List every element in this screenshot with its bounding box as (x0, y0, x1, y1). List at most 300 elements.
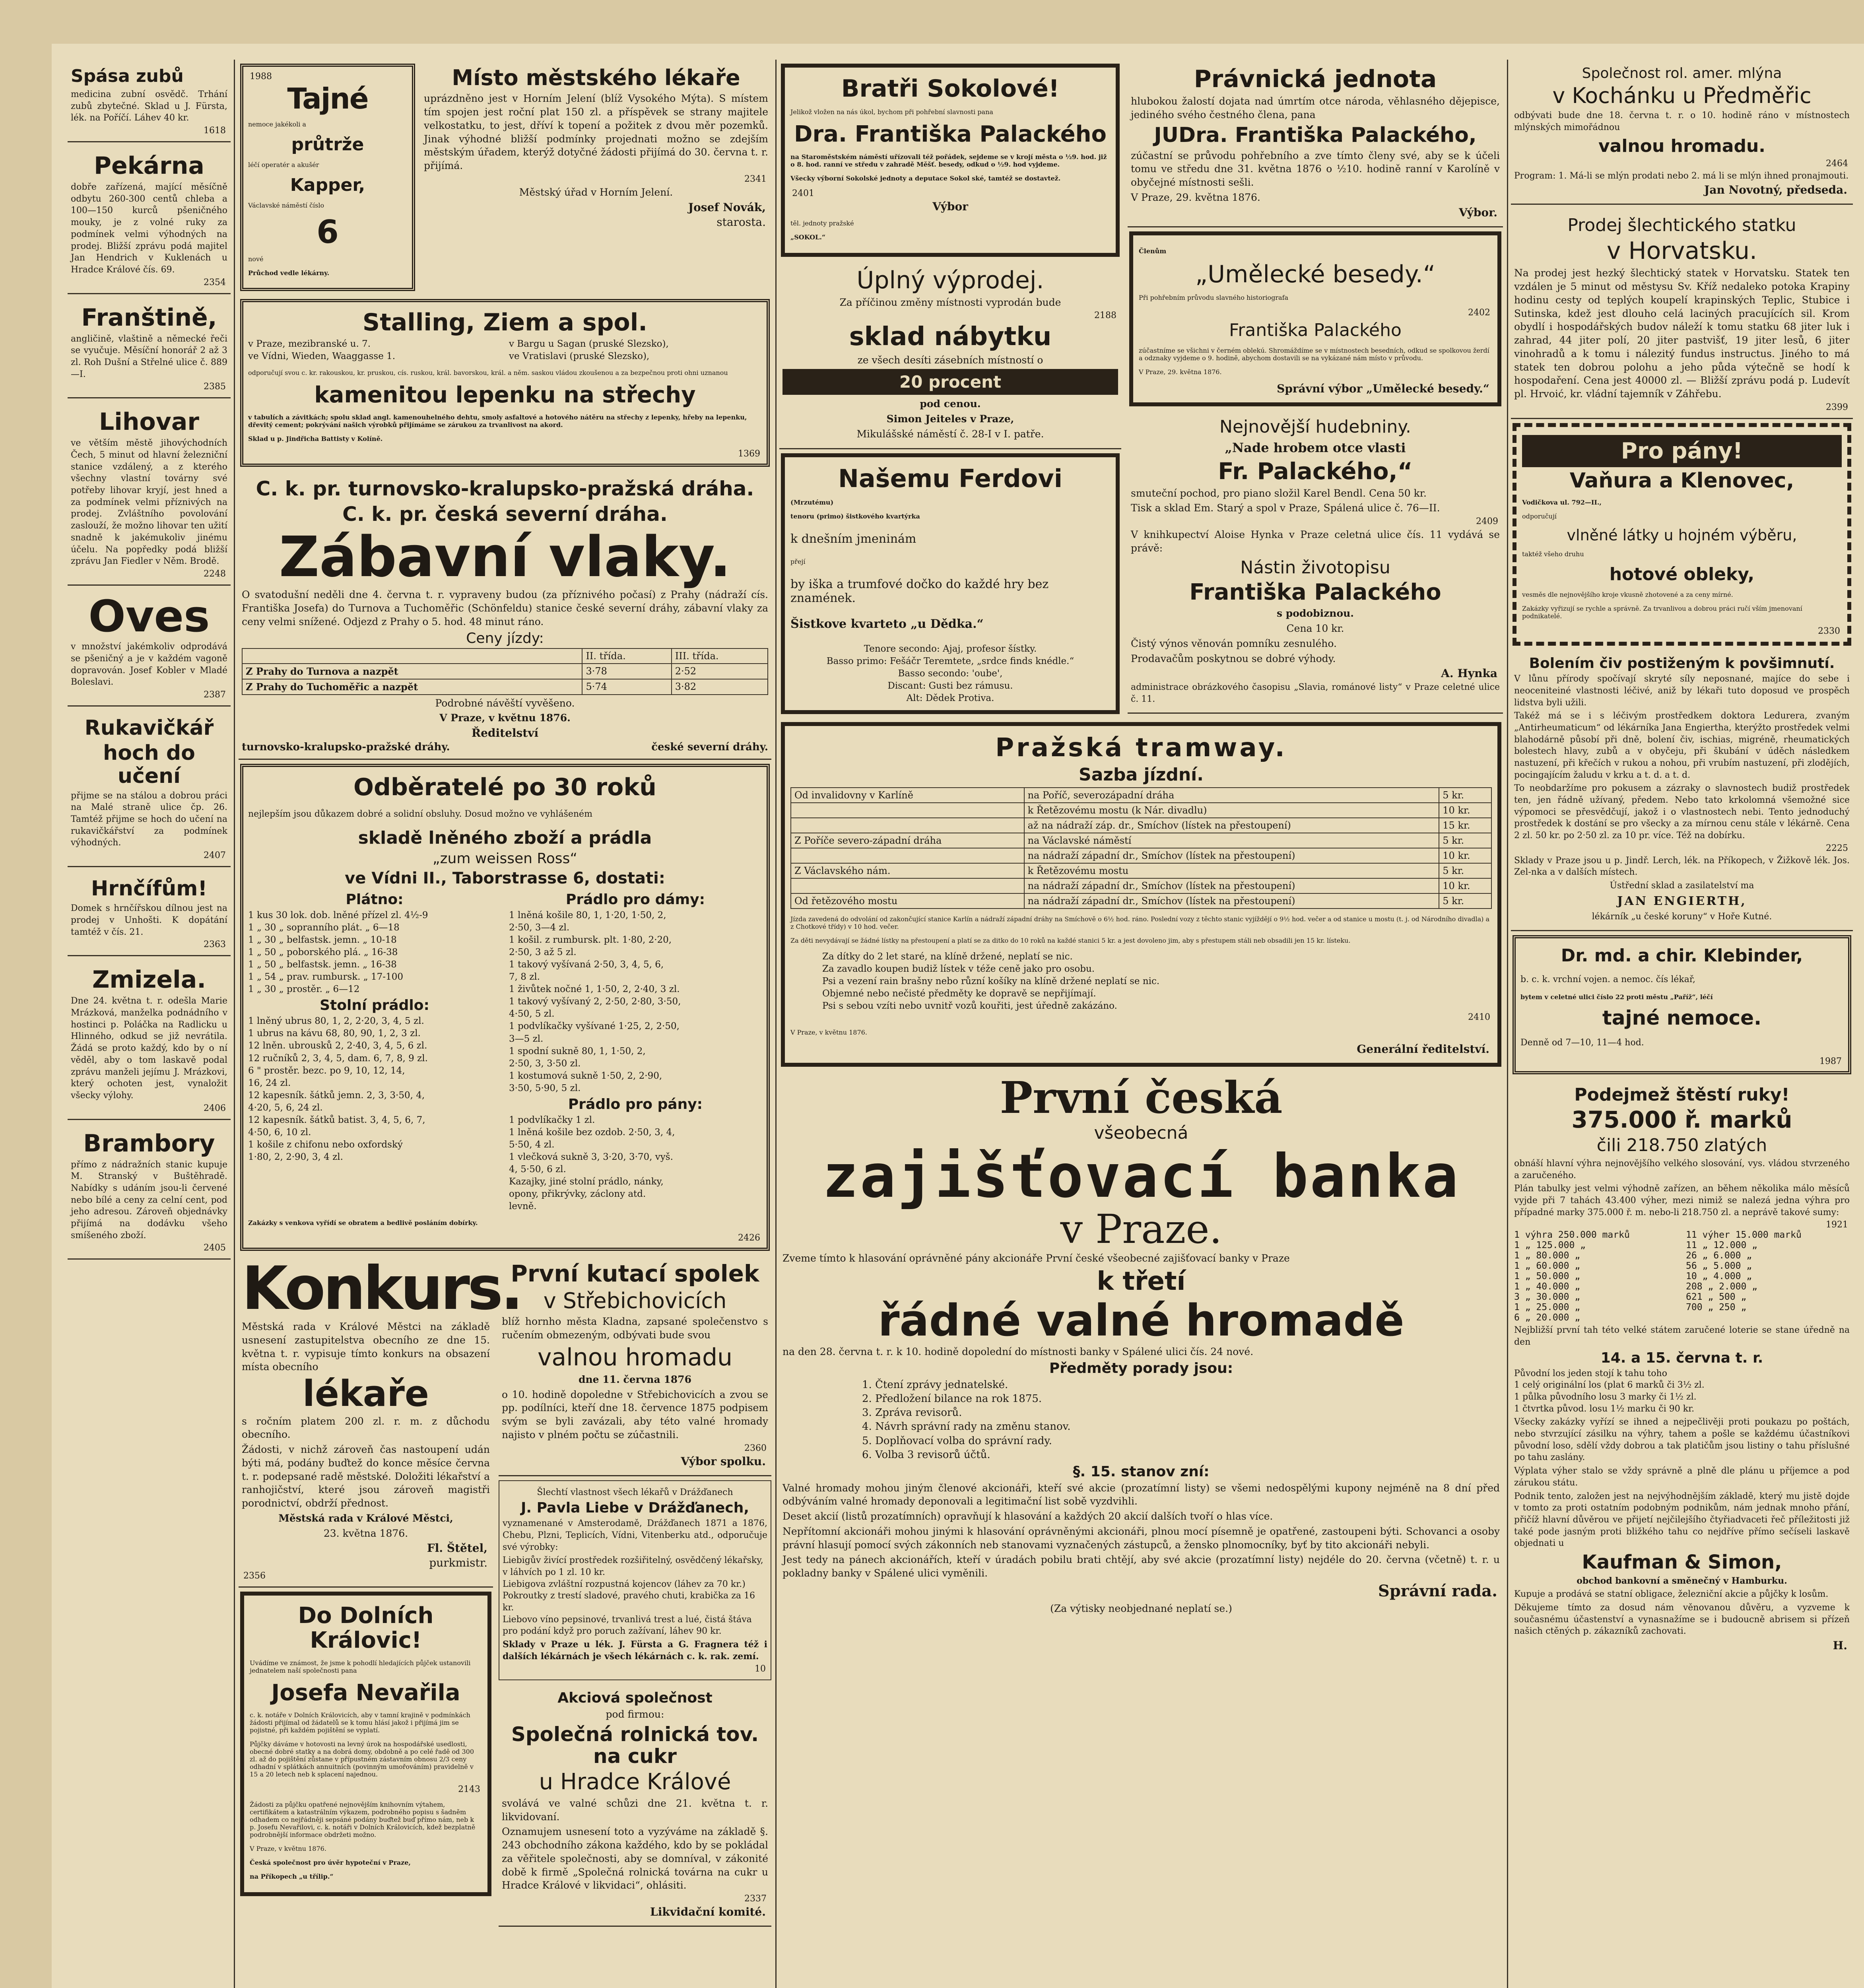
price-list-heading: Plátno: (346, 891, 404, 908)
ad-subtitle: hoch do učení (103, 741, 195, 788)
ad-text: nemoce jakékoli a (248, 120, 306, 128)
ad-discount: 20 procent (782, 369, 1118, 395)
price-list-heading: Prádlo pro dámy: (565, 891, 705, 908)
ad-headline: řádné valné hromadě (878, 1295, 1404, 1346)
table-cell: k Řetězovému mostu (1024, 863, 1439, 878)
ad-text: Děkujeme tímto za dosud nám věnovanou důvěru, a vyzveme k současnému účastenství a vynasnažíme se i budoucně abrisem si přízeň našich ctěných p. zákazníků zachovati. (1514, 1603, 1850, 1637)
ad-text: Zveme tímto k hlasování oprávněné pány akcionáře První české všeobecné zajišťovací banky v Praze (782, 1252, 1290, 1264)
ad-name: Františka Palackého (1229, 320, 1402, 340)
ad-text: Nepřítomní akcionáři mohou jinými k hlasování oprávněnými akcionáři, plnou mocí písemně je opatřené, zastoupeni býti. Schovanci a osoby právní hlasují pomocí svých zákonních neb stanovami vyznačených zástupců, a žensko plnomocníky, byť by tito akcionáři nebyli. (782, 1525, 1500, 1551)
ad-footer: Průchod vedle lékárny. (248, 269, 330, 277)
ad-cukr (499, 1684, 771, 1927)
ad-title: Úplný výprodej. (856, 266, 1044, 294)
ad-title: Místo městského lékaře (452, 65, 740, 90)
ad-odberatele (240, 764, 770, 1251)
ad-rules: Za dítky do 2 let staré, na klíně držené, neplatí se nic. Za zavadlo koupen budiž lístek v téže ceně jako pro osobu. Psi a vezení rain brašny nebo různí košíky na klíně držené neplatí se nic. Objemné nebo nečisté předměty ke dopravě se nepřijímají. Psi s sebou vzíti nebo uvnitř vozů kouřiti, jest úředně zakázáno. (822, 951, 1160, 1011)
ad-signature: A. Hynka (1441, 667, 1497, 680)
ad-title: Nejnovější hudebniny. (1219, 416, 1411, 437)
ad-text: Dne 24. května t. r. odešla Marie Mrázková, manželka podnádního v hostinci p. Poláčka na Radlicku u Hlinného, odkud se již nevrátila. Žádá se proto každý, kdo by o ní věděl, aby o tom laskavě podal zprávu manželi jejímu J. Mrázkovi, který ochoten jest, vynaložit všecky výlohy. (71, 996, 227, 1101)
ad-text: Domek s hrnčířskou dílnou jest na prodej v Unhošti. K dopátání tamtéž v čís. 21. (71, 903, 227, 937)
ad-text: Všecky zakázky vyřízí se ihned a nejpečlivěji proti poukazu po poštách, nebo stvrzující zásilku na výhry, tahem a pošle se každému účastníkovi původní loso, sdělí vždy dobrou a tak platičům jsou listiny o tahu příslušné po tahu zaslány. (1514, 1417, 1850, 1463)
table-row (791, 848, 1491, 863)
table-row (791, 788, 1491, 803)
table-cell: 5·74 (582, 679, 671, 695)
ad-text: ze všech desíti zásebních místností o (857, 354, 1043, 366)
ad-number: 2387 (204, 690, 226, 700)
ad-zmizela (68, 960, 231, 1120)
ad-stesti (1511, 1078, 1853, 1659)
table-cell: 3·82 (672, 679, 768, 695)
ad-text: léčí operatér a akušér (248, 161, 319, 169)
ad-text: s podobiznou. (1277, 608, 1354, 619)
ad-headline: 375.000 ř. marků (1571, 1106, 1792, 1134)
ad-text: pod firmou: (606, 1708, 664, 1720)
ad-text: Jest tedy na pánech akcionářích, kteří v úradách pobilu brati chtějí, aby své akcie (prozatímní listy) nejdéle do 20. června (včetně) t. r. u pokladny banky v Spálené ulici vyměnili. (782, 1554, 1500, 1579)
ad-number: 2188 (1094, 311, 1116, 321)
ad-mlyn (1511, 60, 1853, 205)
ad-title: Franštině, (81, 303, 217, 332)
ad-title: Bolením čiv postiženým k povšimnutí. (1529, 655, 1835, 672)
ad-text: přímo z nádražních stanic kupuje M. Stranský v Buštěhradě. Nabídky s udáním jsou-li červené nebo bílé a ceny za celní cent, pod jeho adresou. Zároveň objednávky přijímá na dodávku všeho smíšeného zboží. (71, 1159, 227, 1241)
ad-text: by iška a trumfové dočko do každé hry bez znamének. (790, 577, 1049, 605)
table-cell: 3·78 (582, 664, 671, 679)
ad-text: o 10. hodině dopoledne v Střebichovicích a zvou se pp. podílníci, kteří dne 18. července 1875 podpisem svým se byli zavázali, aby této valné hromady najisto v plném počtu se zúčastnili. (502, 1388, 768, 1441)
ad-title: Společná rolnická tov. na cukr (511, 1723, 759, 1768)
ad-name: J. Pavla Liebe v Drážďanech, (521, 1500, 749, 1516)
ad-number: 2360 (744, 1443, 767, 1453)
ad-kutaci (499, 1255, 771, 1476)
ad-address-right: v Bargu u Sagan (pruské Slezsko), ve Vratislavi (pruské Slezsko), (509, 338, 669, 361)
ad-text: vesměs dle nejnovějšího kroje vkusně zhotovené a za ceny mírné. (1522, 591, 1733, 599)
ad-signature: „SOKOL.“ (790, 233, 826, 241)
ad-text: Nejbližší první tah této velké státem zaručené loterie se stane úředně na den (1514, 1325, 1850, 1347)
ad-text: Na prodej jest hezký šlechtický statek v Horvatsku. Statek ten vzdálen je 5 minut od městysu Sv. Kříž nedaleko potoka Krapiny hodinu cesty od teplých koupelí krapinských Teplic, Stubice i Sutinska, kdež jest dlouho celá laciných pracujících sil. Krom obydlí i hospodářských budov náleží k tomu statku 68 jiter luk i zahrad, 44 jiter polí, 20 jiter pastvišť, 19 jiter lesů, 6 jiter vinohradů a k tomu i nálezitý fundus instructus. Jiného to má statek ten dobrou polohu a jeho půda výtečně se hodí k hospodaření. Cena jest 40000 zl. — Bližší zprávu podá p. Ludevít pl. Hrvoić, kr. vládní tajemník v Záhřebu. (1514, 267, 1850, 400)
ad-title: Do Dolních Královic! (298, 1603, 434, 1653)
table-cell (791, 878, 1024, 893)
ad-text: odporučují svou c. kr. rakouskou, kr. pruskou, cís. ruskou, král. bavorskou, král. a něm. saskou vládou zkoušenou a za bezpečnou proti ohni uznanou (248, 369, 728, 377)
ad-signature: těl. jednoty pražské (790, 219, 854, 227)
ad-text: Denně od 7—10, 11—4 hod. (1520, 1038, 1644, 1048)
row-top-col3 (779, 60, 1503, 718)
ad-number: 2402 (1468, 307, 1490, 318)
ad-signature: Městská rada v Králové Městci, (278, 1512, 453, 1524)
table-cell: na Václavské náměstí (1024, 833, 1439, 848)
ad-address-left: v Praze, mezibranské u. 7. ve Vídni, Wieden, Waaggasse 1. (248, 338, 396, 361)
ad-besedy (1129, 231, 1501, 406)
ad-note: (Za výtisky neobjednané neplatí se.) (1050, 1602, 1232, 1614)
ad-list: Liebigův živící prostředek rozšiřitelný, osvědčený lékařsky, v láhvích po 1 zl. 10 kr. Liebigova zvláštní rozpustná kojencov (láhev za 70 kr.) Pokroutky z trestí sladové, pravého chuti, krabička za 16 kr. Liebovo víno pepsinové, trvanlivá trest a lué, čistá štáva pro podání když pro poruch zažívaní, láhev 90 kr. (503, 1555, 763, 1637)
ad-text: Program: 1. Má-li se mlýn prodati nebo 2. má li se mlýn ihned pronajmouti. (1514, 171, 1849, 181)
ad-number: 2337 (744, 1894, 767, 1904)
ad-signature: Likvidační komité. (650, 1905, 766, 1919)
ad-title: Rukavičkář (84, 716, 214, 740)
ad-number: 2401 (792, 188, 814, 198)
ad-text: Za děti nevydávají se žádné lístky na přestoupení a platí se za ditko do 10 roků na každé stanici 5 kr. a jest dovoleno jim, aby s přestupem stáli neb obsadili jen 15 kr. lísteku. (790, 936, 1351, 944)
ad-number: 2225 (1826, 843, 1848, 853)
table-cell: na nádraží západní dr., Smíchov (lístek na přestoupení) (1024, 848, 1439, 863)
ad-signature-right: české severní dráhy. (651, 741, 768, 753)
ad-top: Akciová společnost (557, 1690, 713, 1706)
ad-pro-pany (1513, 423, 1851, 646)
ad-text: nové (248, 255, 264, 263)
ad-vyprodej (779, 261, 1121, 449)
ad-text: v tabulích a závitkách; spolu sklad angl. kamenouhelného dehtu, smoly asfaltové a hotového nátěru na střechy z lepenky, hřeby na lepenku, dřevitý cement; pokrývání našich výrobků přijímáme se zárukou za trvanlivost na akord. (248, 414, 747, 429)
column-rule (1507, 60, 1508, 1988)
ad-text: k dnešním jmeninám (790, 532, 916, 546)
table-cell (791, 803, 1024, 818)
ad-title: Hrnčífům! (91, 877, 208, 901)
ad-number: 10 (755, 1664, 766, 1674)
ad-title: Pekárna (94, 152, 204, 180)
table-cell: 5 kr. (1439, 788, 1491, 803)
ad-text: nejlepším jsou důkazem dobré a solidní obsluhy. Dosud možno ve vyhlášeném (248, 809, 592, 819)
ad-date: V Praze, v květnu 1876. (250, 1845, 326, 1853)
table-cell: 10 kr. (1439, 878, 1491, 893)
ad-text: obnáší hlavní výhra nejnovějšího velkého slosování, vys. vládou stvrzeného a zaručeného. (1514, 1158, 1850, 1180)
ad-list: Tenore secondo: Ajaj, profesor šístky. Basso primo: Fešáčr Teremtete, „srdce finds knédle.“ Basso secondo: 'oube', Discant: Gusti bez rámusu. Alt: Dědek Protiva. (826, 643, 1074, 704)
ad-subtitle: čili 218.750 zlatých (1596, 1135, 1767, 1155)
ad-city: v Praze. (1060, 1206, 1222, 1252)
ad-date: 14. a 15. června t. r. (1600, 1349, 1763, 1366)
ad-title: Brambory (83, 1129, 215, 1157)
table-row (242, 664, 768, 679)
ad-brambory (68, 1124, 231, 1260)
ad-title: Lihovar (99, 408, 199, 436)
tram-fare-table (790, 787, 1492, 909)
ad-text: Žádosti za půjčku opatřené nejnovějším knihovním výtahem, certifikátem a katastrálním výkazem, podrobného popisu s šadněm odhadem co nejřádněji sepsáné podány buďtež buď přímo nám, neb k p. Josefu Nevařilovi, c. k. notáři v Dolních Královicích, kdež bezplatně podrobnější informace obdržeti možno. (250, 1801, 476, 1839)
ad-text: Sklady v Praze jsou u p. Jindř. Lerch, lék. na Příkopech, v Žižkově lék. Jos. Zel-nka a v dalších místech. (1514, 855, 1850, 878)
ad-date: dne 11. června 1876 (579, 1373, 691, 1385)
price-list: 1 podvlíkačky 1 zl. 1 lněná košile bez ozdob. 2·50, 3, 4, 5·50, 4 zl. 1 vlečková sukně 3, 3·20, 3·70, vyš. 4, 5·50, 6 zl. Kazajky, jiné stolní prádlo, nánky, opony, přikrývky, záclony atd. levně. (509, 1114, 675, 1212)
ad-klebinder (1513, 935, 1851, 1074)
ad-signature-left: turnovsko-kralupsko-pražské dráhy. (242, 741, 450, 753)
ad-hrncifum (68, 871, 231, 956)
ad-store: Sklady v Praze u lék. J. Fürsta a G. Fragnera též i dalších lékárnách je všech lékárnách c. k. rak. zemí. (503, 1639, 767, 1662)
ad-signature-title: starosta. (716, 215, 766, 229)
ad-text: bytem v celetné ulici číslo 22 proti městu „Paříž“, léčí (1520, 993, 1713, 1001)
ad-text: tenoru (primo) šistkového kvartýrka (790, 512, 920, 520)
table-cell: 10 kr. (1439, 848, 1491, 863)
ad-title: Stalling, Ziem a spol. (362, 308, 648, 336)
ad-name: Dra. Františka Palackého (794, 121, 1107, 147)
column-2 (239, 60, 771, 1931)
table-cell: 5 kr. (1439, 863, 1491, 878)
ad-text: Takéž má se i s léčivým prostředkem doktora Ledurera, zvaným „Antirheumaticum“ od lékárníka Jana Engiertha, kterýžto prostředek velmi blahodárně působí při dně, bolení čiv, ischias, migréně, rheumatických bolestech hlavy, zubů a v obyčeju, při škubání v úděch následkem nastuzení, při křečích v rukou a nohou, při vrubím nastuzení, při zlodějích, pocingajícím žaludu v krku a t. d. a t. d. (1514, 711, 1850, 780)
ad-text: Při pohřebním průvodu slavného historiografa (1139, 293, 1289, 301)
prize-lists (1514, 1230, 1850, 1323)
table-row (791, 878, 1491, 893)
table-row (791, 863, 1491, 878)
ad-name: Josefa Nevařila (271, 1679, 460, 1706)
ad-subtitle: průtrže (291, 134, 364, 155)
ad-kralovic (240, 1592, 491, 1896)
ad-name: Vaňura a Klenovec, (1569, 468, 1794, 493)
price-lists (248, 890, 762, 1213)
ad-lihovar (68, 402, 231, 586)
ad-list: Původní los jeden stojí k tahu toho 1 celý originální los (plat 6 marků či 3½ zl. 1 půlka původního losu 3 marky či 1½ zl. 1 čtvrtka původ. losu 1½ marku či 90 kr. (1514, 1368, 1705, 1414)
ad-signature: Výbor (932, 200, 968, 213)
ad-title: Spása zubů (71, 66, 184, 86)
ad-text: Uvádíme ve známost, že jsme k pohodlí hledajících půjček ustanovili jednatelem naší společnosti pana (250, 1659, 471, 1674)
ad-signature: Správní výbor „Umělecké besedy.“ (1277, 382, 1489, 395)
ad-title: První kutací spolek (511, 1260, 759, 1287)
ad-text: zúčastní se průvodu pohřebního a zve tímto členy své, aby se k účeli tomu ve středu dne 31. května 1876 o ½10. hodině ranní v Karolíně v obyčejné místnosti sešli. (1131, 149, 1500, 188)
ad-text: odporučují (1522, 513, 1557, 520)
ad-text: Za příčinou změny místnosti vyprodán bude (839, 296, 1061, 308)
ad-signature: Ústřední sklad a zasilatelství ma (1610, 881, 1754, 891)
ad-text: Plán tabulky jest velmi výhodně zařízen, an během několika málo měsíců vyjde při 7 tahách 43.400 výher, mezi nimiž se nalezá jedna výhra pro případné marky 375.000 ř. m. nebo-li 218.750 zl. a neprávě takové sumy: (1514, 1184, 1850, 1217)
ad-oves (68, 590, 231, 707)
fare-table (242, 648, 768, 695)
ad-signature: na Příkopech „u třílip.“ (250, 1873, 334, 1881)
ad-headline: tajné nemoce. (1602, 1006, 1762, 1030)
price-list-right (509, 890, 762, 1213)
ad-headline: valnou hromadu. (1598, 136, 1765, 156)
table-cell (242, 648, 582, 664)
ad-signature-title: purkmistr. (429, 1556, 487, 1570)
table-cell: 5 kr. (1439, 893, 1491, 909)
ad-text: V lůnu přírody spočívají skryté síly neposnané, majíce do sebe i neoceniteiné vlastnosti léčivé, aniž by lékaři tuto doposud ve prospěch lidstva byli užili. (1514, 674, 1850, 708)
ad-number: 1369 (738, 449, 760, 459)
ad-text: Oznamujem usnesení toto a vyzýváme na základě §. 243 obchodního zákona každého, kdo by se pokládal za věřitele společnosti, aby se domníval, v zákonité době k firmě „Společná rolnická továrna na cukr u Hradce Králové v likvidaci“, ohlásiti. (502, 1826, 768, 1891)
row-tajne-misto (239, 60, 771, 295)
ad-text: s ročním platem 200 zl. r. m. z důchodu obecního. (242, 1415, 490, 1441)
ad-headline: lékaře (303, 1373, 429, 1415)
price-list: 1 lněný ubrus 80, 1, 2, 2·20, 3, 4, 5 zl. 1 ubrus na kávu 68, 80, 90, 1, 2, 3 zl. 12 lněn. ubrousků 2, 2·40, 3, 4, 5, 6 zl. 12 ručníků 2, 3, 4, 5, dam. 6, 7, 8, 9 zl. 6 " prostěr. bezc. po 9, 10, 12, 14, 16, 24 zl. 12 kapesník. šátků jemn. 2, 3, 3·50, 4, 4·20, 5, 6, 24 zl. 12 kapesník. šátků batist. 3, 4, 5, 6, 7, 4·50, 6, 10 zl. 1 košile z chifonu nebo oxfordský 1·80, 2, 2·90, 3, 4 zl. (248, 1016, 428, 1162)
ad-title: Našemu Ferdovi (838, 464, 1063, 493)
ad-text: Prodavačům poskytnou se dobré výhody. (1131, 652, 1336, 664)
ad-misto-lekare (421, 60, 771, 291)
ad-franstine (68, 298, 231, 399)
ad-text: Jízda zavedená do odvolání od zakončující stanice Karlín a nádraží západní dráhy na Smíchově o 6½ hod. ráno. Poslední vozy z těchto stanic vyjíždějí o 9½ hod. večer a od stanice u mostu (t. j. od Národního divadla) a z Chotkové třídy) v 10 hod. večer. (790, 915, 1490, 930)
ad-text: Žádosti, v nichž zároveň čas nastoupení udán býti má, podány buďtež do konce měsíce června t. r. podepsané radě městské. Doložiti lékařství a ranhojičství, které jsou zároveň magistři porodnictví, obdrží přednost. (242, 1444, 490, 1509)
ad-name: JUDra. Františka Palackého, (1154, 123, 1477, 147)
ad-number: 2407 (204, 850, 226, 861)
table-cell: Od invalidovny v Karlíně (791, 788, 1024, 803)
ad-number: 2354 (204, 277, 226, 287)
ad-title: C. k. pr. česká severní dráha. (342, 503, 668, 526)
ad-title: Tajné (287, 82, 368, 115)
ad-address: Václavské náměstí číslo (248, 201, 324, 209)
ad-headline: sklad nábytku (849, 322, 1052, 352)
table-cell: Od řetězového mostu (791, 893, 1024, 909)
ad-text: „Nade hrobem otce vlasti (1225, 440, 1406, 455)
ad-address: obchod bankovní a směnečný v Hamburku. (1577, 1575, 1787, 1586)
ad-number: 2385 (204, 382, 226, 392)
ad-title: C. k. pr. turnovsko-kralupsko-pražská dráha. (256, 477, 754, 501)
table-header (242, 648, 768, 664)
ad-title: Zmizela. (92, 966, 206, 994)
column-2-right (499, 1255, 771, 1931)
ad-text: Deset akcií (listů prozatímních) opravňují k hlasování a každých 20 akcií dalších tvoří o hlas více. (782, 1510, 1273, 1522)
table-cell: 10 kr. (1439, 803, 1491, 818)
ad-signature: Jan Novotný, předseda. (1704, 183, 1847, 197)
ad-text: zúčastníme se všichni v černém oblekú. Shromáždíme se v místnostech besedních, odkud se spolkovou žerdí a odznaky vyjdeme o 9. hodině, abychom dostavili se na vykázané nám místo v průvodu. (1139, 346, 1489, 362)
ad-house-number: 6 (316, 213, 339, 250)
table-cell (791, 848, 1024, 863)
ad-number: 1987 (1819, 1056, 1842, 1067)
ad-title: Pražská tramway. (995, 733, 1287, 763)
table-cell: Z Prahy do Turnova a nazpět (242, 664, 582, 679)
ad-tajne (240, 64, 415, 291)
prize-list: 1 výhra 250.000 marků 1 „ 125.000 „ 1 „ 80.000 „ 1 „ 60.000 „ 1 „ 50.000 „ 1 „ 40.000 „ 3 „ 30.000 „ 1 „ 25.000 „ 6 „ 20.000 „ (1514, 1230, 1630, 1323)
ad-banka (779, 1071, 1503, 1623)
ad-date: V Praze, v květnu 1876. (439, 712, 571, 724)
ad-text: Půjčky dáváme v hotovosti na levný úrok na hospodářské usedlosti, obecné dobré statky a na dobrá domy, obdobně a po celé řadě od 300 zl. až do pojištění zůstane v přípustném zástavním obnosu 2/3 ceny odhadní v splátkách annuitních (povinným umořováním) pravidelně v 15 a 20 letech neb k splacení najednou. (250, 1740, 474, 1778)
ad-text: b. c. k. vrchní vojen. a nemoc. čís lékař, (1520, 975, 1695, 985)
column-3 (779, 60, 1503, 1627)
table-row (791, 833, 1491, 848)
ad-date: 23. května 1876. (323, 1527, 408, 1539)
ad-text: dobře zařízená, mající měsíčně odbytu 260-300 centů chleba a 100—150 kurců pšeničného mouky, je z volné ruky za podmínek velmi výhodných na prodej. Bližší zprávu podá majitel Jan Hendrich v Kuklenách u Hradce Králové čís. 69. (71, 182, 227, 275)
ad-text: Tisk a sklad Em. Starý a spol v Praze, Spálená ulice č. 76—II. (1131, 502, 1440, 514)
ad-signatures (242, 741, 768, 753)
ad-number: 2464 (1826, 158, 1848, 169)
table-row (791, 803, 1491, 818)
ad-headline: zajišťovací banka (822, 1142, 1460, 1211)
ad-text: Čistý výnos věnován pomníku zesnulého. (1131, 637, 1337, 649)
ad-text: Všecky výborní Sokolské jednoty a deputace Sokol ské, tamtéž se dostavtež. (790, 174, 1061, 182)
ad-signature: Výbor spolku. (681, 1454, 766, 1468)
table-row (791, 893, 1491, 909)
ad-text: na den 28. června t. r. k 10. hodině dopolední do místnosti banky v Spálené ulici čís. 24 nové. (782, 1346, 1254, 1358)
ad-number: 2405 (204, 1243, 226, 1253)
column-1 (68, 60, 231, 1264)
ad-signature: Výbor. (1458, 206, 1497, 219)
ad-headline: valnou hromadu (537, 1343, 733, 1371)
table-cell: II. třída. (582, 648, 671, 664)
ad-subtitle: (Mrzutému) (790, 498, 834, 506)
ad-hudebniny (1128, 410, 1503, 714)
ad-title: Prodej šlechtického statku (1567, 215, 1796, 236)
ad-text: v množství jakémkoliv odprodává se pšeničný a je v každém vagoně dopravován. Josef Kobler v Mladé Boleslavi. (71, 642, 227, 687)
ad-price: Cena 10 kr. (1286, 623, 1344, 635)
price-list: 1 kus 30 lok. dob. lněné přízel zl. 4½-9 1 „ 30 „ sopranního plát. „ 6—18 1 „ 30 „ belfastsk. jemn. „ 10-18 1 „ 50 „ poborského plá. „ 16-38 1 „ 50 „ belfastsk. jemn. „ 16-38 1 „ 54 „ prav. rumbursk. „ 17-100 1 „ 30 „ prostěr. „ 6—12 (248, 910, 428, 995)
ad-bratri (781, 64, 1120, 257)
ad-name: Fr. Palackého,“ (1218, 457, 1413, 485)
ad-text: na Staroměstském náměstí uřízovali též pořádek, sejdeme se v krojí města o ½9. hod. již o 8. hod. ranní ve středu v zahradě Měšť. besedy, odkud o ½9. hod vyjdeme. (790, 153, 1107, 168)
ad-title: Společnost rol. amer. mlýna (1582, 65, 1782, 82)
ad-title: v Střebichovicích (543, 1288, 727, 1313)
column-2-left (239, 1254, 521, 1931)
ad-number: 2341 (744, 174, 767, 184)
ad-text: medicina zubní osvědč. Trhání zubů zbytečné. Sklad u J. Fürsta, lék. na Poříčí. Láhev 40 kr. (71, 89, 227, 123)
ad-headline: Zábavní vlaky. (279, 525, 731, 590)
column-4 (1511, 60, 1853, 1663)
ad-number: 1988 (250, 72, 272, 82)
ad-text: přejí (790, 557, 806, 565)
ad-text: Městská rada v Králové Městci na základě usnesení zastupitelstva obecního ze dne 15. května t. r. vypisuje tímto konkurs na obsazení místa obecního (242, 1321, 490, 1373)
ad-signature: Městský úřad v Horním Jelení. (519, 186, 673, 198)
ad-number: 2356 (243, 1571, 266, 1581)
table-cell: Z Prahy do Tuchoměřic a nazpět (242, 679, 582, 695)
agenda-list: 1. Čtení zprávy jednatelské. 2. Předložení bilance na rok 1875. 3. Zpráva revisorů. 4. Návrh správní rady na změnu stanov. 5. Doplňovací volba do správní rady. 6. Volba 3 revisorů účtů. (862, 1379, 1071, 1461)
ad-number: 2248 (204, 569, 226, 579)
ad-title: v Kochánku u Předměřic (1552, 83, 1812, 108)
ad-text: O svatodušní neděli dne 4. června t. r. vypraveny budou (za příznivého počasí) z Prahy (nádraží cís. Františka Josefa) do Turnova a Tuchoměřic (Schönfeldu) stanice české severní dráhy, zábavní vlaky za ceny velmi snížené. Odjezd z Prahy o 5. hod. 48 minut ráno. (242, 589, 768, 627)
ad-number: 2409 (1476, 516, 1498, 527)
table-cell: Z Václavského nám. (791, 863, 1024, 878)
ad-title: Pro pány! (1522, 435, 1842, 467)
ad-store: Sklad u p. Jindřicha Battisty v Kolíně. (248, 435, 383, 443)
ad-signature: Ředitelství (471, 726, 539, 740)
ad-liebe (499, 1480, 771, 1681)
ad-spasa (68, 60, 231, 142)
ad-text: Výplata výher stalo se vždy správně a plně dle plánu u příjemce a pod zárukou státu. (1514, 1466, 1850, 1488)
ad-text: Kupuje a prodává se statní obligace, železniční akcie a půjčky k losům. (1514, 1589, 1829, 1600)
ad-address: Mikulášské náměstí č. 28-I v I. patře. (856, 428, 1044, 440)
table-cell: na nádraží západní dr., Smíchov (lístek na přestoupení) (1024, 893, 1439, 909)
ad-subtitle: Sazba jízdní. (1079, 764, 1204, 785)
ad-footer: Zakázky s venkova vyřídí se obratem a bedlivě posláním dobírky. (248, 1219, 478, 1227)
column-rule (775, 60, 777, 1988)
ad-date: V Praze, 29. května 1876. (1131, 191, 1260, 203)
ad-number: 2399 (1826, 402, 1848, 412)
ad-text: angličině, vlaštině a německé řeči se vyučuje. Měsíční honorář 2 až 3 zl. Roh Dušní a Střelné ulice č. 889—I. (71, 334, 227, 379)
ad-text: Zakázky vyřizují se rychle a správně. Za trvanlivou a dobrou práci ručí vším jmenovaní podnikatelé. (1522, 605, 1802, 620)
ad-signature: H. (1833, 1639, 1847, 1652)
ad-ferdovi (781, 453, 1120, 714)
ad-text: c. k. notáře v Dolních Královicích, aby v tamní krajině v podmínkách žádosti přijímal od žádatelů se k tomu hlásí jakož i přijímá jim se pojistné, při každém pojištění se vyplatí. (250, 1711, 470, 1734)
ad-statek (1511, 209, 1853, 419)
ad-signature: JAN ENGIERTH, (1617, 894, 1747, 908)
ad-subtitle: Nástin životopisu (1240, 557, 1390, 578)
column-rule (234, 60, 235, 1988)
price-list-heading: Prádlo pro pány: (568, 1096, 703, 1112)
ad-date: V Praze, 29. května 1876. (1139, 368, 1222, 376)
ad-number: 2406 (204, 1103, 226, 1113)
ad-text: smuteční pochod, pro piano složil Karel Bendl. Cena 50 kr. (1131, 487, 1427, 499)
ad-text: To neobdaržíme pro pokusem a zázraky o slavnostech budiž prostředek ten, jen řádně užívaný, předem. Nebo tato krkolomná všemožné sice výpomoci se přesvědčují, jakož i o vlastnostech nebi. Tento jednoduchý prostředek k dostání se pro všecky a za mírnou cenu stále v lékárně. Cena 2 zl. 50 kr. po 2·50 zl. za 10 pr. více. Též na dobírku. (1514, 783, 1850, 841)
ad-text: Valné hromady mohou jiným členové akcionáři, kteří své akcie (prozatímní listy) se všemi nedospělými kupony nejméně na 8 dní před odbýváním valné hromady deponovali a legitimační list sobě vyzdvihli. (782, 1482, 1500, 1507)
ad-text: uprázdněno jest v Horním Jelení (blíž Vysokého Mýta). S místem tím spojen jest roční plat 150 zl. a příspěvek se strany majitele velkostatku, to jest, dříví k topení a požitek z dvou měr pozemků. Jinak výhodné bližší podmínky projednati možno se zdejším městským úřadem, kterýž dotyčné žádosti přijímá do 30. června t. r. přijímá. (424, 93, 768, 172)
table-row (242, 679, 768, 695)
ad-title: Oves (88, 590, 210, 642)
ad-rukavickar (68, 711, 231, 867)
ad-stalling (240, 299, 770, 467)
ad-signature: Česká společnost pro úvěr hypoteční v Praze, (250, 1859, 411, 1867)
ad-signature: lékárník „u české koruny“ v Hoře Kutné. (1592, 912, 1772, 922)
ad-title: u Hradce Králové (539, 1769, 731, 1795)
ad-signature: Správní rada. (1378, 1581, 1497, 1600)
ad-signature-name: Josef Novák, (688, 200, 766, 214)
table-cell: III. třída. (672, 648, 768, 664)
ad-subtitle: skladě lněného zboží a prádla (358, 828, 652, 848)
ad-text: V knihkupectví Aloise Hynka v Praze celetná ulice čís. 11 vydává se právě: (1131, 529, 1500, 554)
ad-pravnicka (1128, 60, 1503, 227)
ad-date: V Praze, v květnu 1876. (790, 1028, 867, 1036)
ad-subtitle: Ceny jízdy: (466, 630, 544, 646)
prize-list: 11 výher 15.000 marků 11 „ 12.000 „ 26 „ 6.000 „ 56 „ 5.000 „ 10 „ 4.000 „ 208 „ 2.000 „ 621 „ 500 „ 700 „ 250 „ (1686, 1230, 1802, 1313)
ad-subtitle: §. 15. stanov zní: (1073, 1463, 1210, 1480)
table-cell: až na nádraží záp. dr., Smíchov (lístek na přestoupení) (1024, 818, 1439, 833)
ad-text: vyznamenané v Amsterodamě, Drážďanech 1871 a 1876, Chebu, Plzni, Teplicích, Vídni, Vitenberku atd., odporučuje své výrobky: (503, 1518, 767, 1552)
ad-tramway (781, 722, 1501, 1067)
ad-name: Kapper, (290, 175, 365, 195)
ad-signature: Generální ředitelství. (1357, 1042, 1489, 1056)
ad-number: 1921 (1826, 1220, 1848, 1230)
price-list-left (248, 890, 501, 1213)
ad-number: 1618 (204, 126, 226, 136)
ad-draha (239, 471, 771, 760)
table-cell (791, 818, 1024, 833)
price-list: 1 lněná košile 80, 1, 1·20, 1·50, 2, 2·50, 3—4 zl. 1 košil. z rumbursk. plt. 1·80, 2·20, 2·50, 3 až 5 zl. 1 takový vyšívaná 2·50, 3, 4, 5, 6, 7, 8 zl. 1 živůtek nočné 1, 1·50, 2, 2·40, 3 zl. 1 takový vyšívaný 2, 2·50, 2·80, 3·50, 4·50, 5 zl. 1 podvlíkačky vyšívané 1·25, 2, 2·50, 3—5 zl. 1 spodní sukně 80, 1, 1·50, 2, 2·50, 3, 3·50 zl. 1 kostumová sukně 1·50, 2, 2·90, 3·50, 5·90, 5 zl. (509, 910, 681, 1093)
row-konkurs-kutaci (239, 1255, 771, 1931)
ad-title: Dr. md. a chir. Klebinder, (1561, 945, 1803, 966)
ad-address: ve Vídni II., Taborstrasse 6, dostati: (345, 869, 665, 888)
ad-konkurs (239, 1254, 521, 1588)
ad-number: 2330 (1818, 626, 1840, 637)
